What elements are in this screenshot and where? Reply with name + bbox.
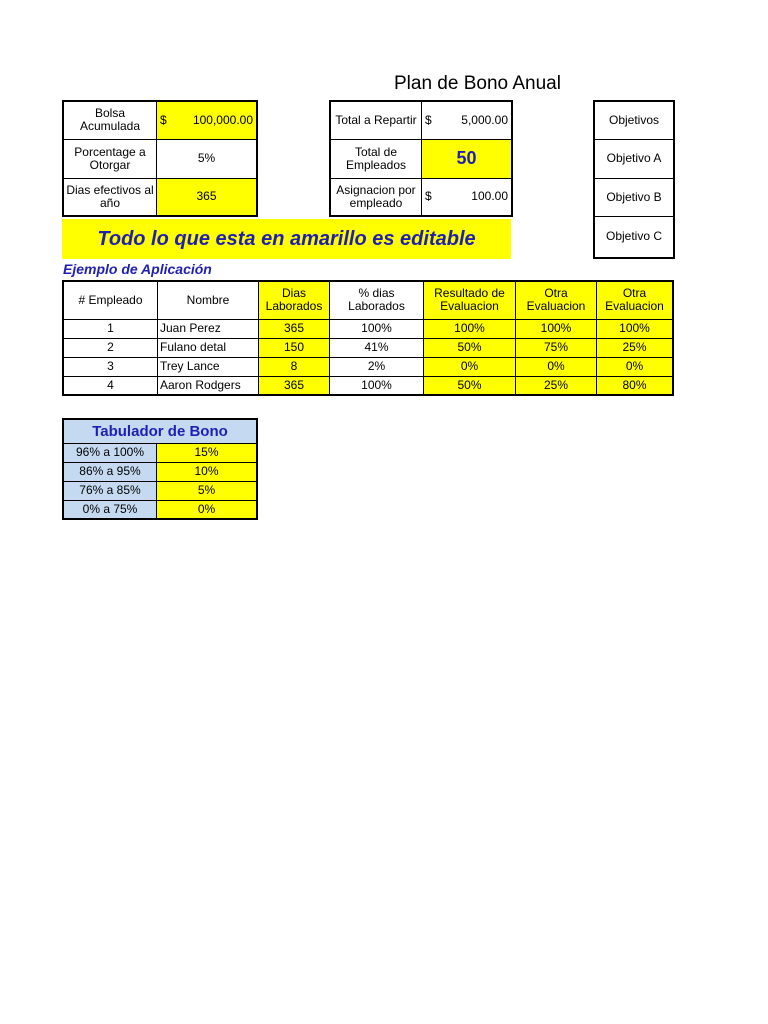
tabulador-title: Tabulador de Bono xyxy=(63,419,257,443)
dias-laborados[interactable]: 150 xyxy=(259,338,330,357)
resultado-evaluacion[interactable]: 50% xyxy=(424,376,516,395)
total-empleados-value[interactable]: 50 xyxy=(422,139,513,178)
table-row xyxy=(63,357,673,376)
total-repartir-cell xyxy=(422,101,513,139)
column-header: # Empleado xyxy=(63,281,158,319)
otra-evaluacion[interactable]: 75% xyxy=(516,338,597,357)
bolsa-label: Bolsa Acumulada xyxy=(63,101,157,139)
dias-value[interactable]: 365 xyxy=(157,178,258,216)
table-row xyxy=(63,500,257,519)
objective-item: Objetivo C xyxy=(594,216,674,258)
resultado-evaluacion[interactable]: 0% xyxy=(424,357,516,376)
table-row xyxy=(63,319,673,338)
column-header: Dias Laborados xyxy=(259,281,330,319)
tabulador-bonus[interactable]: 15% xyxy=(157,443,258,462)
total-empleados-label: Total de Empleados xyxy=(330,139,422,178)
tabulador-range: 96% a 100% xyxy=(63,443,157,462)
employee-name: Trey Lance xyxy=(158,357,259,376)
editable-banner xyxy=(62,219,511,259)
porcentage-value: 5% xyxy=(157,139,258,178)
tabulador-range: 76% a 85% xyxy=(63,481,157,500)
bolsa-value: 100,000.00 xyxy=(192,112,253,127)
tabulador-range: 86% a 95% xyxy=(63,462,157,481)
tabulador-bonus[interactable]: 10% xyxy=(157,462,258,481)
table-row xyxy=(63,376,673,395)
currency-symbol: $ xyxy=(425,189,432,204)
column-header: % dias Laborados xyxy=(330,281,424,319)
column-header: Otra Evaluacion xyxy=(597,281,674,319)
otra-evaluacion[interactable]: 0% xyxy=(597,357,674,376)
editable-banner-text: Todo lo que esta en amarillo es editable xyxy=(97,227,476,250)
employee-number: 1 xyxy=(63,319,158,338)
otra-evaluacion[interactable]: 0% xyxy=(516,357,597,376)
otra-evaluacion[interactable]: 80% xyxy=(597,376,674,395)
pct-dias: 41% xyxy=(330,338,424,357)
column-header: Otra Evaluacion xyxy=(516,281,597,319)
table-row xyxy=(63,338,673,357)
objectives-box xyxy=(593,100,675,259)
employee-number: 3 xyxy=(63,357,158,376)
employee-name: Juan Perez xyxy=(158,319,259,338)
tabulador-table xyxy=(62,418,258,520)
dias-label: Dias efectivos al año xyxy=(63,178,157,216)
tabulador-bonus[interactable]: 0% xyxy=(157,500,258,519)
otra-evaluacion[interactable]: 25% xyxy=(597,338,674,357)
pct-dias: 100% xyxy=(330,376,424,395)
column-header: Nombre xyxy=(158,281,259,319)
employee-name: Fulano detal xyxy=(158,338,259,357)
resultado-evaluacion[interactable]: 100% xyxy=(424,319,516,338)
dias-laborados[interactable]: 8 xyxy=(259,357,330,376)
objective-item: Objetivo B xyxy=(594,178,674,216)
porcentage-label: Porcentage a Otorgar xyxy=(63,139,157,178)
tabulador-bonus[interactable]: 5% xyxy=(157,481,258,500)
column-header: Resultado de Evaluacion xyxy=(424,281,516,319)
pct-dias: 2% xyxy=(330,357,424,376)
resultado-evaluacion[interactable]: 50% xyxy=(424,338,516,357)
objectives-header: Objetivos xyxy=(594,101,674,139)
asignacion-label: Asignacion por empleado xyxy=(330,178,422,216)
dias-laborados[interactable]: 365 xyxy=(259,376,330,395)
bonus-inputs-box xyxy=(62,100,258,217)
otra-evaluacion[interactable]: 100% xyxy=(597,319,674,338)
table-row xyxy=(63,462,257,481)
employees-table xyxy=(62,280,674,396)
objective-item: Objetivo A xyxy=(594,139,674,178)
total-repartir-label: Total a Repartir xyxy=(330,101,422,139)
asignacion-cell xyxy=(422,178,513,216)
employee-name: Aaron Rodgers xyxy=(158,376,259,395)
currency-symbol: $ xyxy=(425,112,432,127)
asignacion-value: 100.00 xyxy=(471,189,508,204)
total-repartir-value: 5,000.00 xyxy=(461,112,508,127)
table-row xyxy=(63,443,257,462)
tabulador-range: 0% a 75% xyxy=(63,500,157,519)
distribution-box xyxy=(329,100,513,217)
pct-dias: 100% xyxy=(330,319,424,338)
example-title: Ejemplo de Aplicación xyxy=(63,261,212,277)
page-title: Plan de Bono Anual xyxy=(394,73,561,94)
employee-number: 2 xyxy=(63,338,158,357)
bolsa-value-cell[interactable] xyxy=(157,101,258,139)
dias-laborados[interactable]: 365 xyxy=(259,319,330,338)
otra-evaluacion[interactable]: 25% xyxy=(516,376,597,395)
employee-number: 4 xyxy=(63,376,158,395)
currency-symbol: $ xyxy=(160,112,167,127)
table-row xyxy=(63,481,257,500)
otra-evaluacion[interactable]: 100% xyxy=(516,319,597,338)
